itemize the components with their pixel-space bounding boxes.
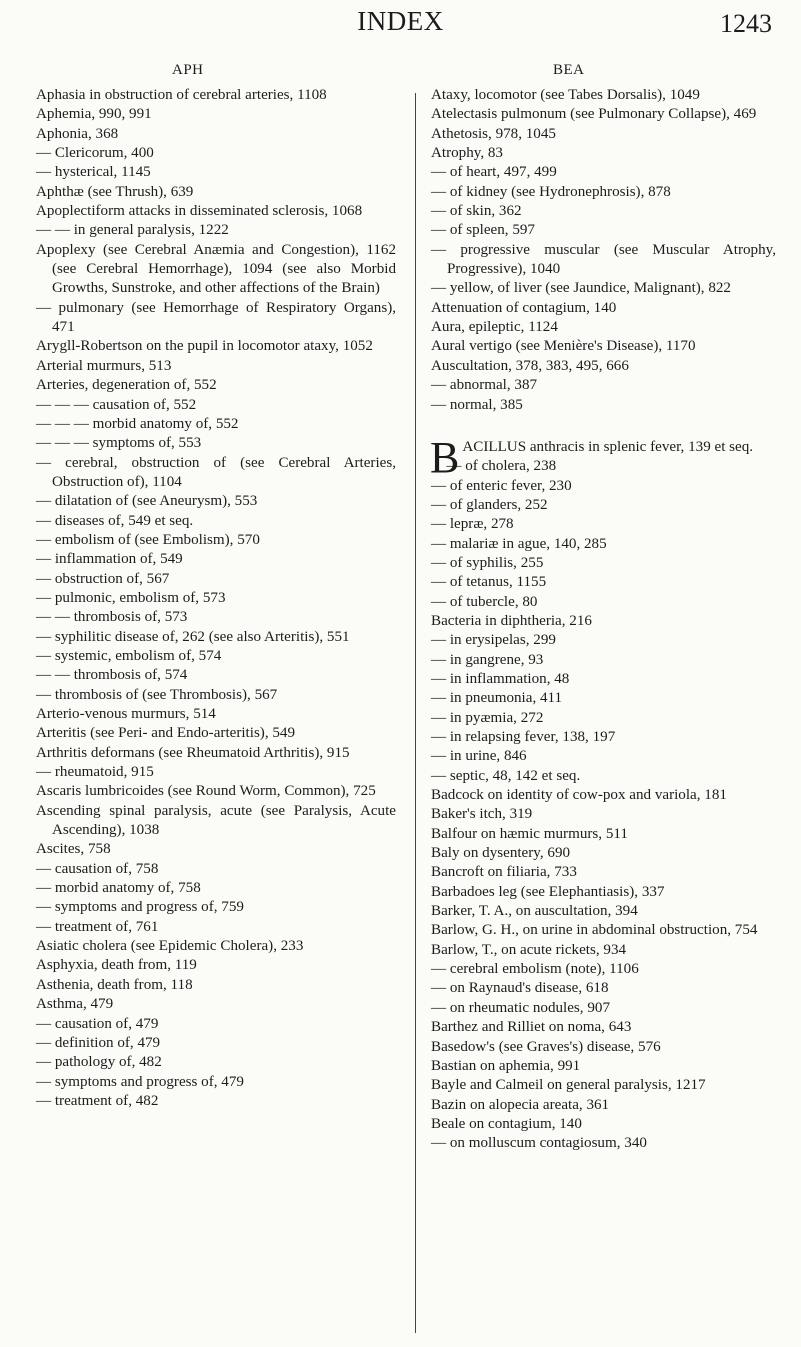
index-entry: — on Raynaud's disease, 618 [431,980,609,997]
index-entry: Barlow, G. H., on urine in abdominal obstruction, 754 [431,922,758,939]
index-entry: — causation of, 758 [36,860,159,877]
index-entry: — of kidney (see Hydronephrosis), 878 [431,183,671,200]
index-entry: — progressive muscular (see Muscular Atrophy, Progressive), 1040 [431,241,776,278]
index-entry: Baly on dysentery, 690 [431,845,571,862]
index-entry: — of tubercle, 80 [431,593,538,610]
index-entry: — in gangrene, 93 [431,651,544,668]
index-entry: — in relapsing fever, 138, 197 [431,729,616,745]
index-entry: — inflammation of, 549 [36,551,183,568]
index-entry: — in pyæmia, 272 [431,709,544,726]
index-entry: — of glanders, 252 [431,496,548,513]
index-entry: — symptoms and progress of, 479 [36,1073,244,1090]
index-entry: — — in general paralysis, 1222 [36,222,229,239]
index-entry: Basedow's (see Graves's) disease, 576 [431,1038,661,1055]
index-entry: Ascites, 758 [36,841,111,858]
index-entry: — treatment of, 761 [36,918,159,935]
index-entry: — lepræ, 278 [431,516,514,533]
index-entry: Baker's itch, 319 [431,806,533,823]
dropcap-entry-text: ACILLUS anthracis in splenic fever, 139 et seq. [462,438,754,455]
index-entry: — septic, 48, 142 et seq. [431,767,581,784]
index-entry: Barker, T. A., on auscultation, 394 [431,903,638,920]
index-entry: Balfour on hæmic murmurs, 511 [431,825,628,842]
index-entry: Ataxy, locomotor (see Tabes Dorsalis), 1049 [431,87,700,103]
index-entry: Arteries, degeneration of, 552 [36,377,217,394]
index-entry: Auscultation, 378, 383, 495, 666 [431,357,629,374]
index-entry: — of syphilis, 255 [431,554,544,571]
index-entry: Aphonia, 368 [36,125,119,142]
index-entry: — on molluscum contagiosum, 340 [431,1135,647,1152]
index-entry: — of tetanus, 1155 [431,574,547,591]
index-entry: Asphyxia, death from, 119 [36,957,197,974]
right-column-guide-word: BEA [553,62,585,78]
index-entry: Apoplexy (see Cerebral Anæmia and Congestion), 1162 (see Cerebral Hemorrhage), 1094 (see also Morbid Growths, Sunstroke, and other affections of the Brain) [36,241,396,297]
index-entry: — abnormal, 387 [431,377,538,394]
index-entry: — pulmonary (see Hemorrhage of Respiratory Organs), 471 [36,299,396,336]
index-entry: Arygll-Robertson on the pupil in locomotor ataxy, 1052 [36,338,373,355]
index-entry: — obstruction of, 567 [36,570,170,587]
right-index-column [431,86,776,1154]
index-entry: — of skin, 362 [431,203,522,220]
index-entry: — embolism of (see Embolism), 570 [36,531,260,548]
index-entry: Bayle and Calmeil on general paralysis, 1217 [431,1077,706,1094]
index-entry: — in urine, 846 [431,748,527,765]
index-entry: — Clericorum, 400 [36,145,154,162]
index-entry: — in erysipelas, 299 [431,632,556,649]
index-entry: Bancroft on filiaria, 733 [431,864,577,881]
index-entry: Arterial murmurs, 513 [36,357,172,374]
left-column-guide-word: APH [172,62,204,78]
index-entry: Atrophy, 83 [431,145,503,162]
index-entry: — in inflammation, 48 [431,670,570,687]
index-entry: — malariæ in ague, 140, 285 [431,535,607,552]
index-entry: Barlow, T., on acute rickets, 934 [431,941,627,958]
index-entry: Aural vertigo (see Menière's Disease), 1170 [431,338,696,355]
index-entry: — of cholera, 238 [446,458,557,475]
index-entry: Asthma, 479 [36,996,114,1013]
index-entry: — of enteric fever, 230 [431,477,572,494]
index-entry: — in pneumonia, 411 [431,690,563,707]
index-entry: Asiatic cholera (see Epidemic Cholera), 233 [36,938,304,955]
index-entry: — cerebral embolism (note), 1106 [431,961,639,978]
index-entry: — diseases of, 549 et seq. [36,512,194,529]
index-entry: Apoplectiform attacks in disseminated sclerosis, 1068 [36,203,363,220]
section-gap [431,415,776,438]
index-entry: Athetosis, 978, 1045 [431,125,556,142]
index-entry: — rheumatoid, 915 [36,764,154,781]
column-divider [415,93,416,1333]
index-entry: — — thrombosis of, 574 [36,667,188,684]
index-entry: — of heart, 497, 499 [431,164,557,181]
index-entry: — yellow, of liver (see Jaundice, Malignant), 822 [431,280,731,297]
index-entry: — definition of, 479 [36,1034,161,1051]
index-entry: Beale on contagium, 140 [431,1115,582,1132]
index-entry: Barthez and Rilliet on noma, 643 [431,1019,632,1036]
index-entry: Bacteria in diphtheria, 216 [431,612,592,629]
index-entry: — normal, 385 [431,396,523,413]
index-entry: Ascending spinal paralysis, acute (see Paralysis, Acute Ascending), 1038 [36,802,396,839]
index-entry: Aura, epileptic, 1124 [431,319,558,336]
right-entries-b-section [431,457,776,1153]
dropcap-letter: B [430,432,460,482]
index-entry: Ascaris lumbricoides (see Round Worm, Common), 725 [36,783,376,800]
index-entry: — causation of, 479 [36,1015,159,1032]
index-entry: — hysterical, 1145 [36,164,151,181]
index-entry: — cerebral, obstruction of (see Cerebral Arteries, Obstruction of), 1104 [36,454,396,490]
index-entry: Arthritis deformans (see Rheumatoid Arthritis), 915 [36,744,350,761]
index-entry: — — — symptoms of, 553 [36,435,202,452]
index-entry: — systemic, embolism of, 574 [36,647,222,664]
page-number: 1243 [720,9,772,38]
index-entry: Aphasia in obstruction of cerebral arteries, 1108 [36,87,327,103]
index-entry: — — — causation of, 552 [36,396,197,413]
left-index-column [36,86,396,1111]
index-entry: — pathology of, 482 [36,1054,162,1071]
index-entry: — symptoms and progress of, 759 [36,899,244,916]
index-entry: — syphilitic disease of, 262 (see also Arteritis), 551 [36,628,350,645]
index-entry: — treatment of, 482 [36,1092,159,1109]
index-entry: Aphthæ (see Thrush), 639 [36,183,194,200]
index-entry: Asthenia, death from, 118 [36,976,193,993]
index-entry: Arterio-venous murmurs, 514 [36,706,216,722]
index-entry: Aphemia, 990, 991 [36,106,152,123]
index-entry: Bazin on alopecia areata, 361 [431,1096,610,1113]
index-entry: — — thrombosis of, 573 [36,609,188,626]
index-entry: — thrombosis of (see Thrombosis), 567 [36,686,278,703]
index-entry: Barbadoes leg (see Elephantiasis), 337 [431,883,665,900]
index-entry: — on rheumatic nodules, 907 [431,999,610,1016]
running-title: INDEX [357,6,444,36]
index-entry: — of spleen, 597 [431,222,535,239]
page-header [0,4,801,44]
index-entry: Bastian on aphemia, 991 [431,1057,581,1074]
index-entry: — dilatation of (see Aneurysm), 553 [36,493,258,510]
index-entry: Arteritis (see Peri- and Endo-arteritis), 549 [36,725,296,742]
index-entry: Badcock on identity of cow-pox and variola, 181 [431,787,727,804]
index-entry: Attenuation of contagium, 140 [431,299,617,316]
index-entry: Atelectasis pulmonum (see Pulmonary Collapse), 469 [431,106,757,123]
index-entry: — pulmonic, embolism of, 573 [36,589,226,606]
right-entries-a-section [431,86,776,415]
index-entry: — morbid anatomy of, 758 [36,880,201,897]
index-entry: — — — morbid anatomy of, 552 [36,415,239,432]
